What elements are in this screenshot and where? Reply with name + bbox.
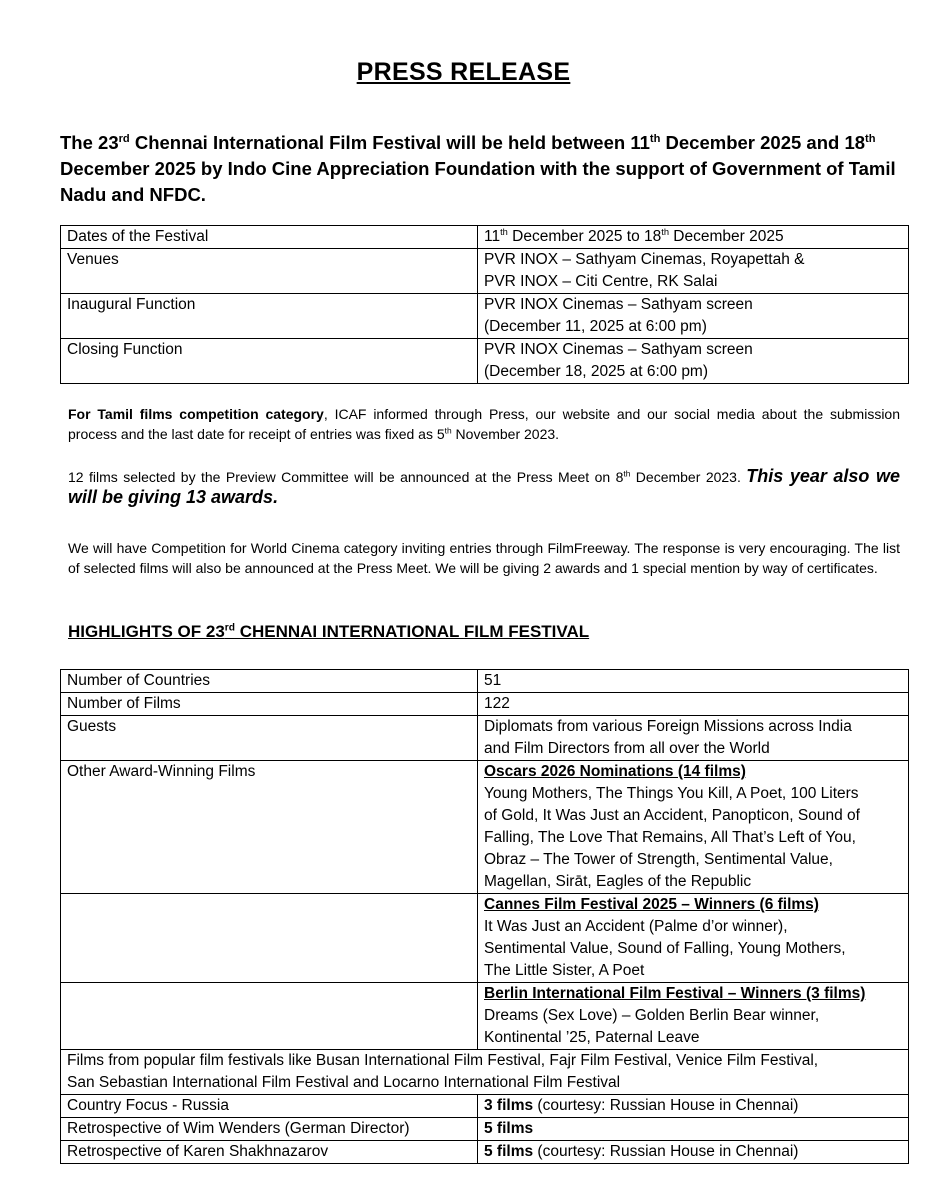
highlights-heading-sup: rd <box>224 622 235 634</box>
oscars-cell <box>478 761 909 894</box>
karen-rest: (courtesy: Russian House in Chennai) <box>533 1143 799 1160</box>
preview-committee-paragraph <box>68 466 900 508</box>
page-title: PRESS RELEASE <box>356 58 571 86</box>
empty-cell <box>61 894 478 983</box>
oscars-line-3: Falling, The Love That Remains, All That’s Left of You, <box>484 829 856 846</box>
dates-label: Dates of the Festival <box>61 226 478 249</box>
highlights-heading-2: CHENNAI INTERNATIONAL FILM FESTIVAL <box>234 622 590 641</box>
cannes-line-2: Sentimental Value, Sound of Falling, Young Mothers, <box>484 940 846 957</box>
intro-paragraph <box>60 130 910 208</box>
russia-label: Country Focus - Russia <box>61 1095 478 1118</box>
berlin-cell <box>478 983 909 1050</box>
wenders-label: Retrospective of Wim Wenders (German Director) <box>61 1118 478 1141</box>
popular-line-1: Films from popular film festivals like Busan International Film Festival, Fajr Film Festival, Venice Film Festival, <box>67 1052 819 1069</box>
cannes-line-1: It Was Just an Accident (Palme d’or winner), <box>484 918 788 935</box>
intro-text-1: The 23 <box>60 132 119 153</box>
karen-value <box>478 1141 909 1164</box>
oscars-line-5: Magellan, Sirāt, Eagles of the Republic <box>484 873 752 890</box>
tamil-competition-tail: November 2023. <box>451 426 560 442</box>
guests-line-1: Diplomats from various Foreign Missions across India <box>484 718 852 735</box>
wenders-value <box>478 1118 909 1141</box>
tamil-competition-sup: th <box>444 425 452 436</box>
intro-text-2: Chennai International Film Festival will be held between 11 <box>129 132 650 153</box>
guests-value <box>478 716 909 761</box>
dates-value <box>478 226 909 249</box>
closing-line-1: PVR INOX Cinemas – Sathyam screen <box>484 341 753 358</box>
table-row <box>61 294 909 339</box>
cannes-cell <box>478 894 909 983</box>
closing-value <box>478 339 909 384</box>
dates-sup-b: th <box>661 226 669 237</box>
table-row <box>61 1118 909 1141</box>
inaugural-line-1: PVR INOX Cinemas – Sathyam screen <box>484 296 753 313</box>
table-row <box>61 226 909 249</box>
dates-value-c: December 2025 <box>669 228 784 245</box>
dates-value-a: 11 <box>484 228 501 245</box>
preview-text: 12 films selected by the Preview Committee will be announced at the Press Meet on 8 <box>68 469 624 485</box>
table-row <box>61 983 909 1050</box>
popular-line-2: San Sebastian International Film Festival and Locarno International Film Festival <box>67 1074 621 1091</box>
preview-tail: December 2023. <box>630 469 747 485</box>
inaugural-value <box>478 294 909 339</box>
intro-text-4: December 2025 by Indo Cine Appreciation Foundation with the support of Government of Tamil Nadu and NFDC. <box>60 158 896 205</box>
countries-label: Number of Countries <box>61 670 478 693</box>
inaugural-label: Inaugural Function <box>61 294 478 339</box>
table-row <box>61 693 909 716</box>
berlin-line-2: Kontinental ’25, Paternal Leave <box>484 1029 700 1046</box>
world-cinema-paragraph: We will have Competition for World Cinema category inviting entries through FilmFreeway. The response is very encouraging. The list of selected films will also be announced at the Press Meet. We will be giving 2 awards and 1 special mention by way of certificates. <box>68 540 900 576</box>
preview-sup: th <box>623 468 631 479</box>
highlights-heading-1: HIGHLIGHTS OF 23 <box>68 622 225 641</box>
table-row <box>61 339 909 384</box>
table-row <box>61 670 909 693</box>
venues-value <box>478 249 909 294</box>
table-row <box>61 1141 909 1164</box>
russia-rest: (courtesy: Russian House in Chennai) <box>533 1097 799 1114</box>
closing-line-2: (December 18, 2025 at 6:00 pm) <box>484 363 709 380</box>
popular-festivals-cell <box>61 1050 909 1095</box>
intro-text-3: December 2025 and 18 <box>660 132 866 153</box>
highlights-table <box>60 669 909 1164</box>
dates-sup-a: th <box>500 226 508 237</box>
table-row <box>61 761 909 894</box>
oscars-line-1: Young Mothers, The Things You Kill, A Poet, 100 Liters <box>484 785 859 802</box>
festival-details-table <box>60 225 909 384</box>
dates-value-b: December 2025 to 18 <box>507 228 662 245</box>
russia-value <box>478 1095 909 1118</box>
oscars-heading: Oscars 2026 Nominations (14 films) <box>484 763 746 780</box>
table-row <box>61 249 909 294</box>
awards-emphasis: This year also we will be giving 13 awards. <box>68 466 900 507</box>
berlin-heading: Berlin International Film Festival – Winners (3 films) <box>484 985 866 1002</box>
karen-bold: 5 films <box>484 1143 534 1160</box>
cannes-line-3: The Little Sister, A Poet <box>484 962 645 979</box>
inaugural-line-2: (December 11, 2025 at 6:00 pm) <box>484 318 707 335</box>
table-row <box>61 1095 909 1118</box>
intro-sup-1: rd <box>118 132 130 145</box>
tamil-competition-bold: For Tamil films competition category <box>68 406 324 422</box>
karen-label: Retrospective of Karen Shakhnazarov <box>61 1141 478 1164</box>
cannes-heading: Cannes Film Festival 2025 – Winners (6 films) <box>484 896 819 913</box>
guests-line-2: and Film Directors from all over the World <box>484 740 770 757</box>
award-films-label: Other Award-Winning Films <box>61 761 478 894</box>
films-label: Number of Films <box>61 693 478 716</box>
oscars-line-2: of Gold, It Was Just an Accident, Panopticon, Sound of <box>484 807 860 824</box>
berlin-line-1: Dreams (Sex Love) – Golden Berlin Bear winner, <box>484 1007 820 1024</box>
tamil-competition-paragraph <box>68 404 900 444</box>
highlights-heading <box>68 622 589 642</box>
venues-label: Venues <box>61 249 478 294</box>
table-row <box>61 716 909 761</box>
tamil-competition-text: , ICAF informed through Press, our website and our social media about the submission process and the last date for receipt of entries was fixed as 5 <box>68 406 900 442</box>
table-row <box>61 894 909 983</box>
russia-bold: 3 films <box>484 1097 534 1114</box>
table-row <box>61 1050 909 1095</box>
guests-label: Guests <box>61 716 478 761</box>
intro-sup-3: th <box>865 132 876 145</box>
intro-sup-2: th <box>649 132 661 145</box>
closing-label: Closing Function <box>61 339 478 384</box>
wenders-bold: 5 films <box>484 1120 534 1137</box>
countries-value: 51 <box>478 670 909 693</box>
oscars-line-4: Obraz – The Tower of Strength, Sentimental Value, <box>484 851 833 868</box>
venues-line-1: PVR INOX – Sathyam Cinemas, Royapettah & <box>484 251 805 268</box>
empty-cell <box>61 983 478 1050</box>
venues-line-2: PVR INOX – Citi Centre, RK Salai <box>484 273 718 290</box>
films-value: 122 <box>478 693 909 716</box>
